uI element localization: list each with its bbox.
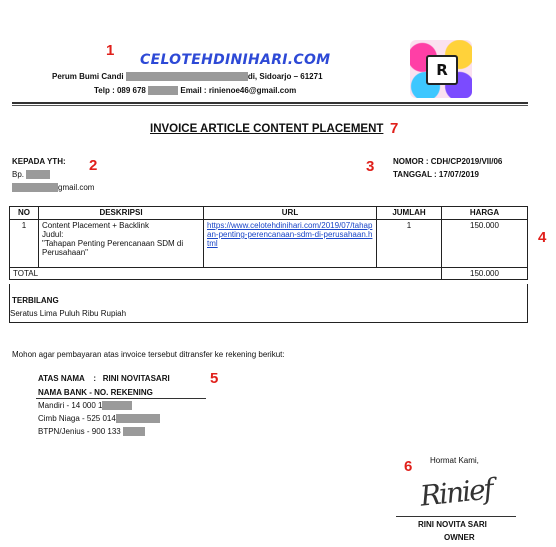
marker-3: 3 xyxy=(366,158,375,175)
desc-line: Content Placement + Backlink xyxy=(42,221,149,230)
desc-line: "Tahapan Penting Perencanaan SDM di Perusahaan" xyxy=(42,239,184,257)
col-url: URL xyxy=(204,207,377,220)
marker-7: 7 xyxy=(390,120,399,137)
cell-jumlah: 1 xyxy=(377,220,442,268)
redacted-block xyxy=(26,170,50,179)
redacted-block xyxy=(126,72,248,81)
total-value: 150.000 xyxy=(442,268,528,280)
marker-4: 4 xyxy=(538,229,547,246)
cell-harga: 150.000 xyxy=(442,220,528,268)
bank-btpn-text: BTPN/Jenius - 900 133 xyxy=(38,427,121,436)
bank-header-underline xyxy=(36,398,206,399)
email-text: Email : rinienoe46@gmail.com xyxy=(180,86,297,95)
bank-cimb xyxy=(38,414,160,423)
terbilang-label: TERBILANG xyxy=(12,296,59,305)
marker-5: 5 xyxy=(210,370,219,387)
recipient-email-suffix: gmail.com xyxy=(58,183,95,192)
invoice-date: TANGGAL : 17/07/2019 xyxy=(393,170,479,179)
items-table xyxy=(9,206,528,280)
signature-name: RINI NOVITA SARI xyxy=(418,520,487,529)
redacted-block xyxy=(102,401,132,410)
bank-mandiri xyxy=(38,401,132,410)
col-jumlah: JUMLAH xyxy=(377,207,442,220)
marker-1: 1 xyxy=(106,42,115,59)
payment-note: Mohon agar pembayaran atas invoice tersebut ditransfer ke rekening berikut: xyxy=(12,350,285,359)
marker-2: 2 xyxy=(89,157,98,174)
signature-line xyxy=(396,516,516,517)
telp-text: Telp : 089 678 xyxy=(94,86,146,95)
account-name: ATAS NAMA : RINI NOVITASARI xyxy=(38,374,170,383)
bank-mandiri-text: Mandiri - 14 000 1 xyxy=(38,401,103,410)
contact-line xyxy=(94,86,296,95)
signature-greeting: Hormat Kami, xyxy=(430,456,479,465)
cell-no: 1 xyxy=(10,220,39,268)
recipient-name xyxy=(12,170,50,179)
bank-header: NAMA BANK - NO. REKENING xyxy=(38,388,153,397)
total-row xyxy=(10,268,528,280)
col-harga: HARGA xyxy=(442,207,528,220)
cell-url xyxy=(204,220,377,268)
redacted-block xyxy=(148,86,178,95)
handwritten-signature: Rinief xyxy=(418,472,494,513)
address-suffix: di, Sidoarjo – 61271 xyxy=(247,72,323,81)
col-no: NO xyxy=(10,207,39,220)
redacted-block xyxy=(123,427,145,436)
signature-role: OWNER xyxy=(444,533,475,542)
recipient-email xyxy=(12,183,94,192)
desc-line: Judul: xyxy=(42,230,64,239)
total-label: TOTAL xyxy=(10,268,442,280)
terbilang-text: Seratus Lima Puluh Ribu Rupiah xyxy=(10,309,127,318)
table-header-row xyxy=(10,207,528,220)
invoice-title: INVOICE ARTICLE CONTENT PLACEMENT xyxy=(150,123,384,135)
table-row xyxy=(10,220,528,268)
recipient-label: KEPADA YTH: xyxy=(12,157,66,166)
header-divider xyxy=(12,102,528,104)
logo xyxy=(410,40,472,98)
bank-cimb-text: Cimb Niaga - 525 014 xyxy=(38,414,116,423)
terbilang-box xyxy=(9,284,528,323)
site-name: CELOTEHDINIHARI.COM xyxy=(140,52,331,68)
redacted-block xyxy=(116,414,160,423)
header-divider-thin xyxy=(12,105,528,106)
marker-6: 6 xyxy=(404,458,413,475)
recipient-name-prefix: Bp. xyxy=(12,170,25,179)
invoice-number: NOMOR : CDH/CP2019/VII/06 xyxy=(393,157,503,166)
redacted-block xyxy=(12,183,58,192)
address-prefix: Perum Bumi Candi xyxy=(52,72,124,81)
address-line xyxy=(52,72,323,81)
bank-btpn xyxy=(38,427,145,436)
article-link[interactable]: https://www.celotehdinihari.com/2019/07/tahapan-penting-perencanaan-sdm-di-perusahaan.html xyxy=(207,221,373,248)
col-deskripsi: DESKRIPSI xyxy=(39,207,204,220)
cell-deskripsi xyxy=(39,220,204,268)
logo-letter: R xyxy=(426,55,458,85)
